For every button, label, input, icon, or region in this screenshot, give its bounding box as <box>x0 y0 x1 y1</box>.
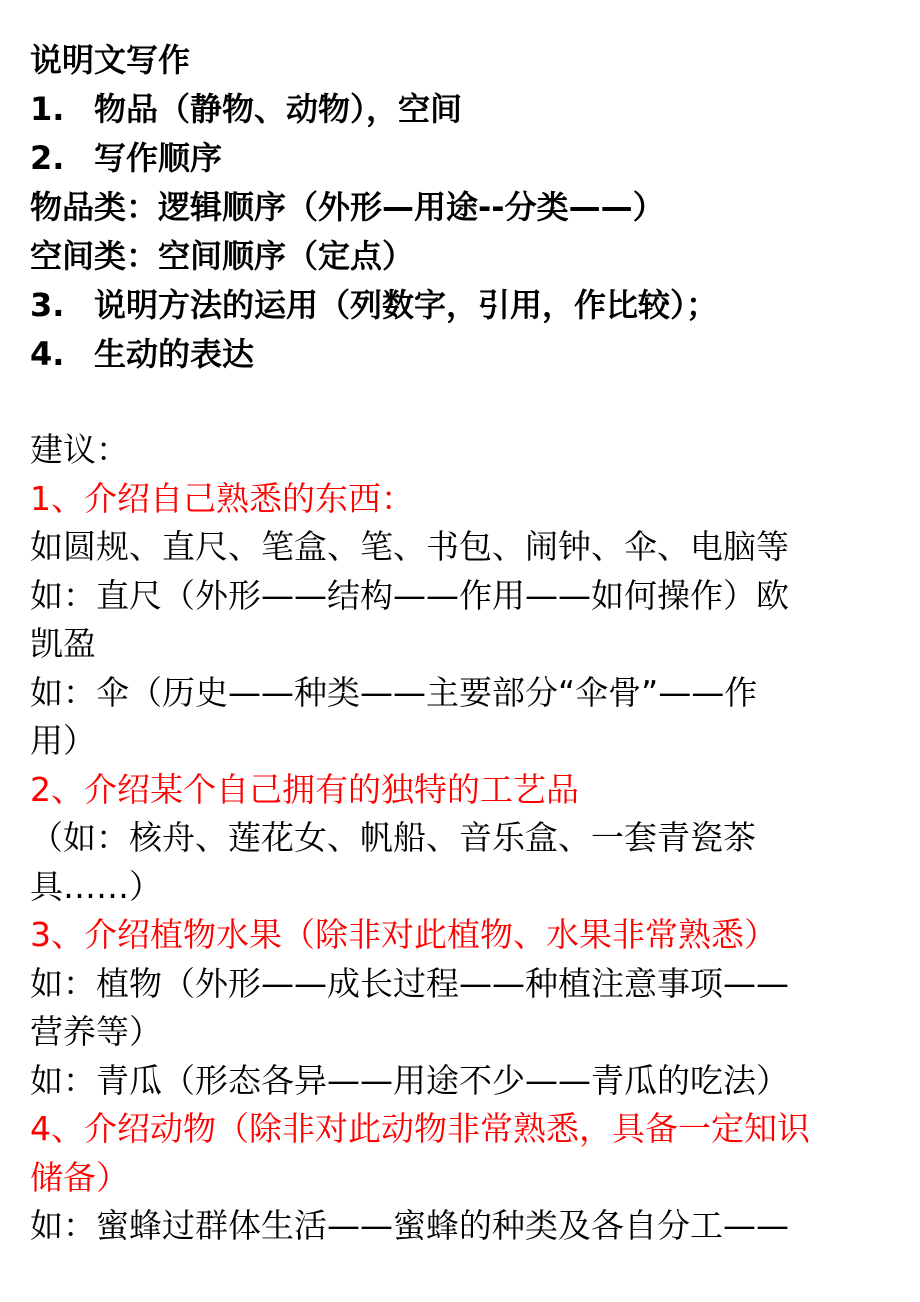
point-text: 物品（静物、动物），空间 <box>94 90 463 128</box>
section-heading: 3、介绍植物水果（除非对此植物、水果非常熟悉） <box>30 915 777 954</box>
section-line: 如：伞（历史——种类——主要部分“伞骨”——作 <box>30 672 758 712</box>
section-heading: 4、介绍动物（除非对此动物非常熟悉，具备一定知识 <box>30 1109 810 1148</box>
blank-line <box>30 379 890 426</box>
point-text: 生动的表达 <box>94 335 255 373</box>
section-line: 如：青瓜（形态各异——用途不少——青瓜的吃法） <box>30 1060 789 1100</box>
section-line: 用） <box>30 721 96 760</box>
section-heading-continued: 储备） <box>30 1157 129 1197</box>
point-number: 2. <box>30 139 65 177</box>
point-number: 3. <box>30 286 65 324</box>
order-space: 空间类：空间顺序（定点） <box>30 237 415 275</box>
section-heading: 2、介绍某个自己拥有的独特的工艺品 <box>30 769 579 809</box>
section-line: 具……） <box>30 866 162 906</box>
point-2 <box>30 134 890 183</box>
point-text: 写作顺序 <box>94 139 223 177</box>
document-title: 说明文写作 <box>30 41 191 79</box>
section-line: （如：核舟、莲花女、帆船、音乐盒、一套青瓷茶 <box>30 818 756 857</box>
section-line: 如：直尺（外形——结构——作用——如何操作）欧 <box>30 575 789 615</box>
section-line: 如圆规、直尺、笔盒、笔、书包、闹钟、伞、电脑等 <box>30 527 789 566</box>
section-line: 营养等） <box>30 1012 162 1051</box>
section-line: 如：蜜蜂过群体生活——蜜蜂的种类及各自分工—— <box>30 1206 789 1245</box>
point-number: 1. <box>30 90 65 128</box>
point-number: 4. <box>30 335 65 373</box>
section-line: 凯盈 <box>30 624 96 663</box>
point-3 <box>30 281 890 330</box>
section-heading: 1、介绍自己熟悉的东西： <box>30 478 414 518</box>
point-1 <box>30 85 890 134</box>
point-4 <box>30 330 890 379</box>
suggestion-label: 建议： <box>30 430 129 469</box>
point-text: 说明方法的运用（列数字，引用，作比较）； <box>94 286 719 324</box>
order-items: 物品类：逻辑顺序（外形—用途--分类——） <box>30 188 665 226</box>
section-line: 如：植物（外形——成长过程——种植注意事项—— <box>30 963 789 1003</box>
